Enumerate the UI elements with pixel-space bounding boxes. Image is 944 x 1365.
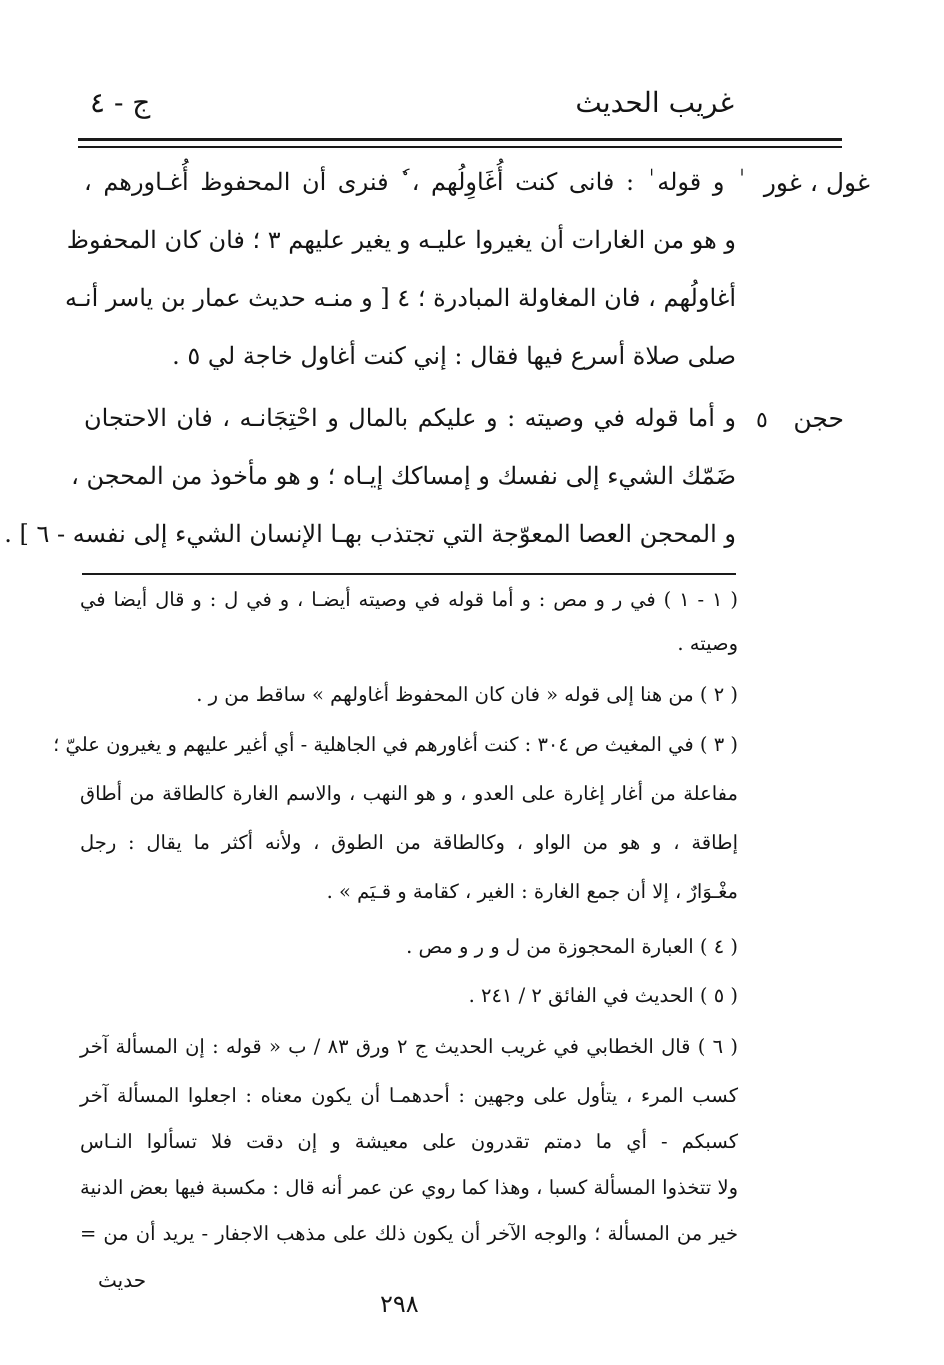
footnote-line: مغْـوَارٌ ، إلا أن جمع الغارة : الغير ، كقامة و قـيَم » . xyxy=(326,880,738,903)
body-line: ٰ و قوله ٰ : فانی کنت أُغَاوِلُهم ، ٗ فنری أن المحفوظ أُغـاورهم ، xyxy=(84,168,736,196)
body-line: أغاولُهم ، فان المغاولة المبادرة ؛ ٤ [ و منـه حديث عمار بن ياسر أنـه xyxy=(65,284,736,312)
body-line: صلى صلاة أسرع فيها فقال : إني كنت أغاول خاجة لي ٥ . xyxy=(172,342,736,370)
margin-entry-ghoul-ghawr: غول ، غور xyxy=(763,168,870,197)
margin-entry-hajan: حجن xyxy=(793,404,844,433)
volume-label: ج - ٤ xyxy=(90,86,151,119)
footnote-line: ( ٤ ) العبارة المحجوزة من ل و ر و مص . xyxy=(406,935,738,958)
body-line: و المحجن العصا المعوّجة التي تجتذب بهـا الإنسان الشيء إلى نفسه - ٦ ] . xyxy=(4,520,736,548)
running-title: غريب الحديث xyxy=(575,86,734,119)
footnote-line: ( ٦ ) قال الخطابي في غريب الحديث ج ٢ ورق ٨٣ / ب « قوله : إن المسألة آخر xyxy=(80,1035,738,1058)
footnote-separator xyxy=(82,573,736,575)
footnote-line: كسبكم - أي ما دمتم تقدرون على معيشة و إن دقت فلا تسألوا النـاس xyxy=(80,1130,738,1153)
body-line: و هو من الغارات أن يغيروا عليـه و يغير عليهم ٣ ؛ فان كان المحفوظ xyxy=(66,226,736,254)
body-line: و أما قوله في وصيته : و عليكم بالمال و احْتِجَانـه ، فان الاحتجان xyxy=(84,404,736,432)
header-rule-thin xyxy=(78,146,842,148)
footnote-line: مفاعلة من أغار إغارة على العدو ، و هو النهب ، والاسم الغارة كالطاقة من أطاق xyxy=(80,782,738,805)
footnote-line: ولا تتخذوا المسألة كسبا ، وهذا كما روي عن عمر أنه قال : مكسبة فيها بعض الدنية xyxy=(80,1176,738,1199)
catchword: حديث xyxy=(98,1268,147,1292)
footnote-line: ( ٣ ) في المغيث ص ٣٠٤ : كنت أغاورهم في الجاهلية - أي أغير عليهم و يغيرون عليّ ؛ xyxy=(53,733,738,756)
page-number: ٢٩٨ xyxy=(380,1290,419,1318)
footnote-line: وصيته . xyxy=(677,632,738,655)
footnote-line: إطاقة ، و هو من الواو ، وكالطاقة من الطوق ، ولأنه أكثر ما يقال : رجل xyxy=(80,831,738,854)
body-line: ضَمّك الشيء إلى نفسك و إمساكك إيـاه ؛ و هو مأخوذ من المحجن ، xyxy=(71,462,736,490)
header-rule-thick xyxy=(78,138,842,141)
line-number: ٥ xyxy=(756,408,768,433)
footnote-line: كسب المرء ، يتأول على وجهين : أحدهمـا أن يكون معناه : اجعلوا المسألة آخر xyxy=(80,1084,738,1107)
footnote-line: ( ٥ ) الحديث في الفائق ٢ / ٢٤١ . xyxy=(468,984,738,1007)
footnote-line: ( ٢ ) من هنا إلى قوله « فان كان المحفوظ أغاولهم » ساقط من ر . xyxy=(196,683,738,706)
footnote-line: ( ١ - ١ ) في ر و مص : و أما قوله في وصيته أيضـا ، و في ل : و قال أيضا في xyxy=(80,588,738,611)
footnote-line: خير من المسألة ؛ والوجه الآخر أن يكون ذلك على مذهب الاجفار - يريد أن من = xyxy=(80,1222,738,1245)
